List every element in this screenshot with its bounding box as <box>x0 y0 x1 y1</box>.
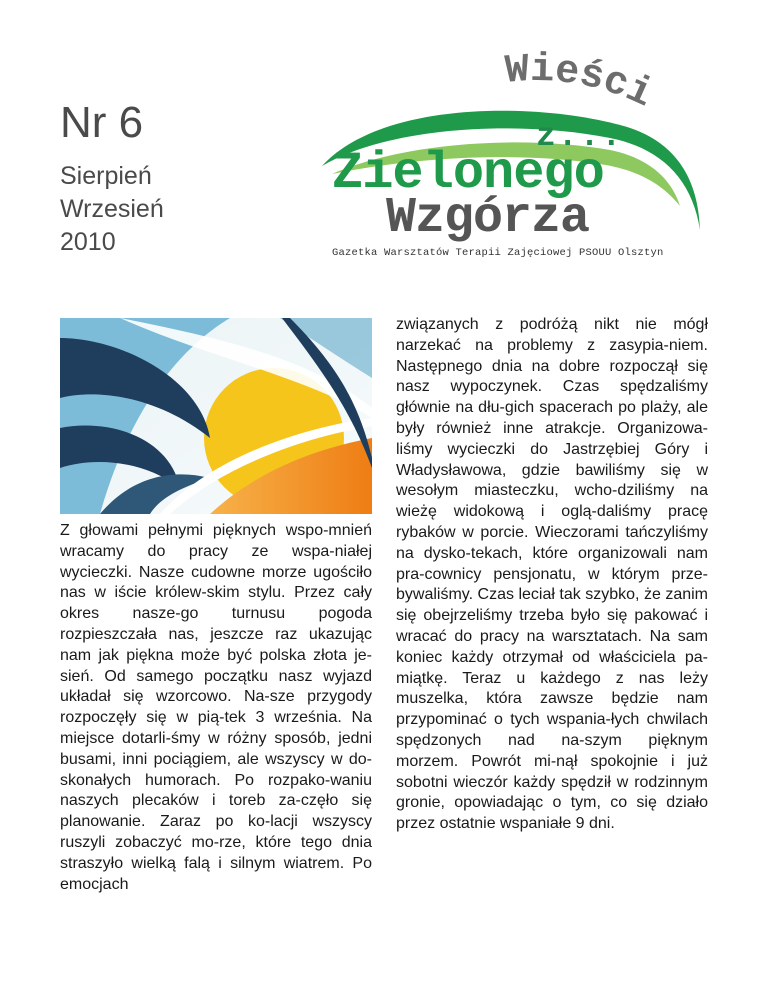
issue-year: 2010 <box>60 228 116 256</box>
article-right-column: związanych z podróżą nikt nie mógł narzekać na problemy z zasypia-niem. Następnego dnia na dobre rozpoczął się nasz wypoczynek. Czas spędzaliśmy głównie na dłu-gich spacerach po plaży, ale były również inne atrakcje. Organizowa-liśmy wycieczki do Jastrzębiej Góry i Władysławowa, gdzie bawiliśmy się w wesołym miasteczku, wcho-dziliśmy na wieżę widokową i oglą-daliśmy pracę rybaków w porcie. Wieczorami tańczyliśmy na dysko-tekach, które organizowali nam pra-cownicy pensjonatu, w którym prze-bywaliśmy. Czas leciał tak szybko, że zanim się obejrzeliśmy trzeba było się pakować i wracać do pracy na warsztatach. Na sam koniec każdy otrzymał od właściciela pa-miątkę. Teraz u każdego z nas leży muszelka, która zawsze będzie nam przypominać o tych wspania-łych chwilach spędzonych nad na-szym pięknym morzem. Powrót mi-nął spokojnie i już sobotni wieczór każdy spędził w rodzinnym gronie, opowiadając o tym, co się działo przez ostatnie wspaniałe 9 dni. <box>396 316 708 833</box>
masthead-z: z... <box>536 118 624 155</box>
issue-date <box>60 160 164 259</box>
issue-month-2: Wrzesień <box>60 195 164 223</box>
abstract-seascape-illustration <box>60 318 372 514</box>
issue-number: Nr 6 <box>60 98 144 147</box>
masthead-subtitle: Gazetka Warsztatów Terapii Zajęciowej PSOUU Olsztyn <box>332 247 664 259</box>
masthead-wiesci: Wieści <box>503 47 659 119</box>
masthead-wzgorza: Wzgórza <box>386 190 590 247</box>
masthead-zielonego: Zielonego <box>332 144 604 203</box>
issue-month-1: Sierpień <box>60 162 152 190</box>
article-left-column: Z głowami pełnymi pięknych wspo-mnień wracamy do pracy ze wspa-niałej wycieczki. Nasze cudowne morze ugościło nas w iście królew-skim stylu. Przez cały okres nasze-go turnusu pogoda rozpieszczała nas, jeszcze raz ukazując nam jak piękna może być polska złota je-sień. Od samego początku nasz wyjazd układał się wzorcowo. Na-sze przygody rozpoczęły się w pią-tek 3 września. Na miejsce dotarli-śmy w różny sposób, jedni busami, inni pociągiem, ale wszyscy w do-skonałych humorach. Po rozpako-waniu naszych plecaków i toreb za-częło się planowanie. Zaraz po ko-lacji wszyscy ruszyli zobaczyć mo-rze, które tego dnia straszyło wielką falą i silnym wiatrem. Po emocjach <box>60 522 372 893</box>
masthead <box>320 40 730 270</box>
